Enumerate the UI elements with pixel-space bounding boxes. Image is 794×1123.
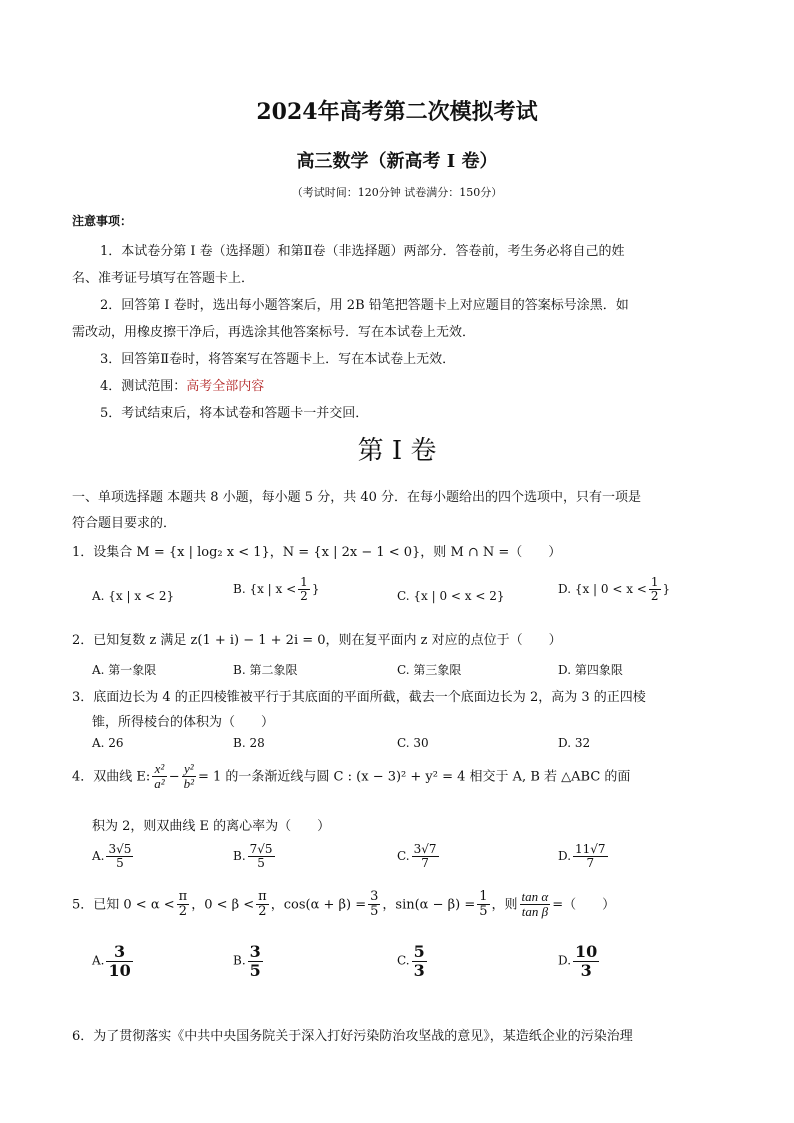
q4-b-fraction: $\frac{7√5}{5}$	[249, 842, 273, 871]
exam-title: 2024年高考第二次模拟考试	[256, 99, 538, 125]
q4-fraction-x: $\frac{\text{x²}}{\text{a²}}$	[154, 761, 165, 792]
note-1-line-1: 1．本试卷分第 I 卷（选择题）和第Ⅱ卷（非选择题）两部分．答卷前，考生务必将自己的姓	[100, 244, 625, 259]
q1-d-fraction: $\frac{1}{2}$	[650, 575, 659, 604]
question-5-option-a: A. $\frac{3}{10}$	[92, 942, 131, 980]
question-2-option-b: B. 第二象限	[233, 663, 298, 677]
part1-instructions-line-1: 一、单项选择题 本题共 8 小题，每小题 5 分，共 40 分．在每小题给出的四个选项中，只有一项是	[72, 490, 642, 505]
test-range: 高考全部内容	[186, 379, 265, 394]
note-4	[100, 375, 264, 394]
question-4-option-c: C. $\frac{3√7}{7}$	[397, 842, 437, 871]
q5-b-fraction: $\frac{3}{5}$	[249, 942, 261, 980]
q1-d-prefix: D. {x | 0 < x <	[558, 582, 647, 597]
q4-minus: −	[168, 769, 180, 785]
question-3-stem-line-2: 锥，所得棱台的体积为（ ）	[92, 715, 275, 730]
part1-instructions-line-2: 符合题目要求的．	[72, 516, 177, 531]
q5-fraction-3: $\frac{3}{5}$	[370, 889, 379, 920]
q5-a-fraction: $\frac{3}{10}$	[108, 942, 131, 980]
q1-d-suffix: }	[662, 582, 671, 597]
q1-b-fraction: $\frac{1}{2}$	[300, 575, 308, 604]
question-1-option-b	[233, 576, 319, 603]
question-5-stem	[72, 890, 615, 920]
question-4-option-b: B. $\frac{7√5}{5}$	[233, 842, 273, 871]
question-3-option-b: B. 28	[233, 736, 265, 750]
question-2-stem: 2．已知复数 z 满足 z(1 + i) − 1 + 2i = 0，则在复平面内 z 对应的点位于（ ）	[72, 633, 562, 648]
question-3-option-a: A. 26	[92, 736, 124, 750]
q5-part-1: 5．已知 0 < α <	[72, 897, 175, 913]
q4-a-fraction: $\frac{3√5}{5}$	[108, 842, 132, 871]
question-6-stem: 6．为了贯彻落实《中共中央国务院关于深入打好污染防治攻坚战的意见》，某造纸企业的污染治理	[72, 1029, 633, 1044]
question-5-option-b: B. $\frac{3}{5}$	[233, 942, 261, 980]
q5-fraction-4: $\frac{1}{5}$	[479, 889, 488, 920]
question-4-stem-line-1	[72, 762, 630, 792]
q5-fraction-5: $\frac{\text{tan α}}{\text{tan β}}$	[521, 889, 549, 920]
q5-part-2: ，0 < β <	[191, 897, 255, 913]
q5-part-5: ，则	[491, 897, 518, 913]
question-1-stem: 1．设集合 M = {x | log₂ x < 1}，N = {x | 2x − 1 < 0}，则 M ∩ N =（ ）	[72, 545, 562, 560]
question-1-option-d	[558, 576, 670, 603]
q5-c-fraction: $\frac{5}{3}$	[413, 942, 425, 980]
q4-d-fraction: $\frac{11√7}{7}$	[575, 842, 606, 871]
q1-b-prefix: B. {x | x <	[233, 582, 297, 597]
question-4-stem-line-2: 积为 2，则双曲线 E 的离心率为（ ）	[92, 819, 331, 834]
note-3: 3．回答第Ⅱ卷时，将答案写在答题卡上．写在本试卷上无效．	[100, 352, 456, 367]
q5-part-6: =（ ）	[552, 897, 616, 913]
question-2-option-c: C. 第三象限	[397, 663, 462, 677]
q4-fraction-y: $\frac{\text{y²}}{\text{b²}}$	[183, 761, 194, 792]
question-3-option-d: D. 32	[558, 736, 591, 750]
question-5-option-c: C. $\frac{5}{3}$	[397, 942, 425, 980]
question-1-option-a: A. {x | x < 2}	[92, 589, 175, 603]
question-1-option-c: C. {x | 0 < x < 2}	[397, 589, 505, 603]
q4-prefix: 4．双曲线 E:	[72, 769, 151, 785]
exam-info: （考试时间：120分钟 试卷满分：150分）	[291, 186, 503, 199]
q5-d-fraction: $\frac{10}{3}$	[575, 942, 598, 980]
note-4-prefix: 4．测试范围：	[100, 379, 187, 394]
q5-part-3: ，cos(α + β) =	[270, 897, 367, 913]
note-1-line-2: 名、准考证号填写在答题卡上．	[72, 271, 255, 286]
q5-fraction-1: $\frac{\pi}{2}$	[178, 889, 188, 920]
question-2-option-a: A. 第一象限	[92, 663, 157, 677]
question-4-option-a: A. $\frac{3√5}{5}$	[92, 842, 132, 871]
question-3-stem-line-1: 3．底面边长为 4 的正四棱锥被平行于其底面的平面所截，截去一个底面边长为 2，高为 3 的正四棱	[72, 690, 646, 705]
question-5-option-d: D. $\frac{10}{3}$	[558, 942, 598, 980]
question-2-option-d: D. 第四象限	[558, 663, 623, 677]
q4-c-fraction: $\frac{3√7}{7}$	[413, 842, 437, 871]
exam-subtitle: 高三数学（新高考 I 卷）	[296, 151, 498, 172]
q5-fraction-2: $\frac{\pi}{2}$	[258, 889, 267, 920]
question-3-option-c: C. 30	[397, 736, 429, 750]
note-2-line-2: 需改动，用橡皮擦干净后，再选涂其他答案标号．写在本试卷上无效．	[72, 325, 476, 340]
q1-b-suffix: }	[311, 582, 320, 597]
note-2-line-1: 2．回答第 I 卷时，选出每小题答案后，用 2B 铅笔把答题卡上对应题目的答案标号涂黑．如	[100, 298, 629, 313]
question-4-option-d: D. $\frac{11√7}{7}$	[558, 842, 606, 871]
q4-rest: = 1 的一条渐近线与圆 C : (x − 3)² + y² = 4 相交于 A, B 若 △ABC 的面	[198, 769, 631, 785]
section-title: 第 I 卷	[357, 436, 437, 466]
q5-part-4: ，sin(α − β) =	[382, 897, 476, 913]
note-5: 5．考试结束后，将本试卷和答题卡一并交回．	[100, 406, 369, 421]
notes-heading: 注意事项：	[72, 214, 133, 228]
